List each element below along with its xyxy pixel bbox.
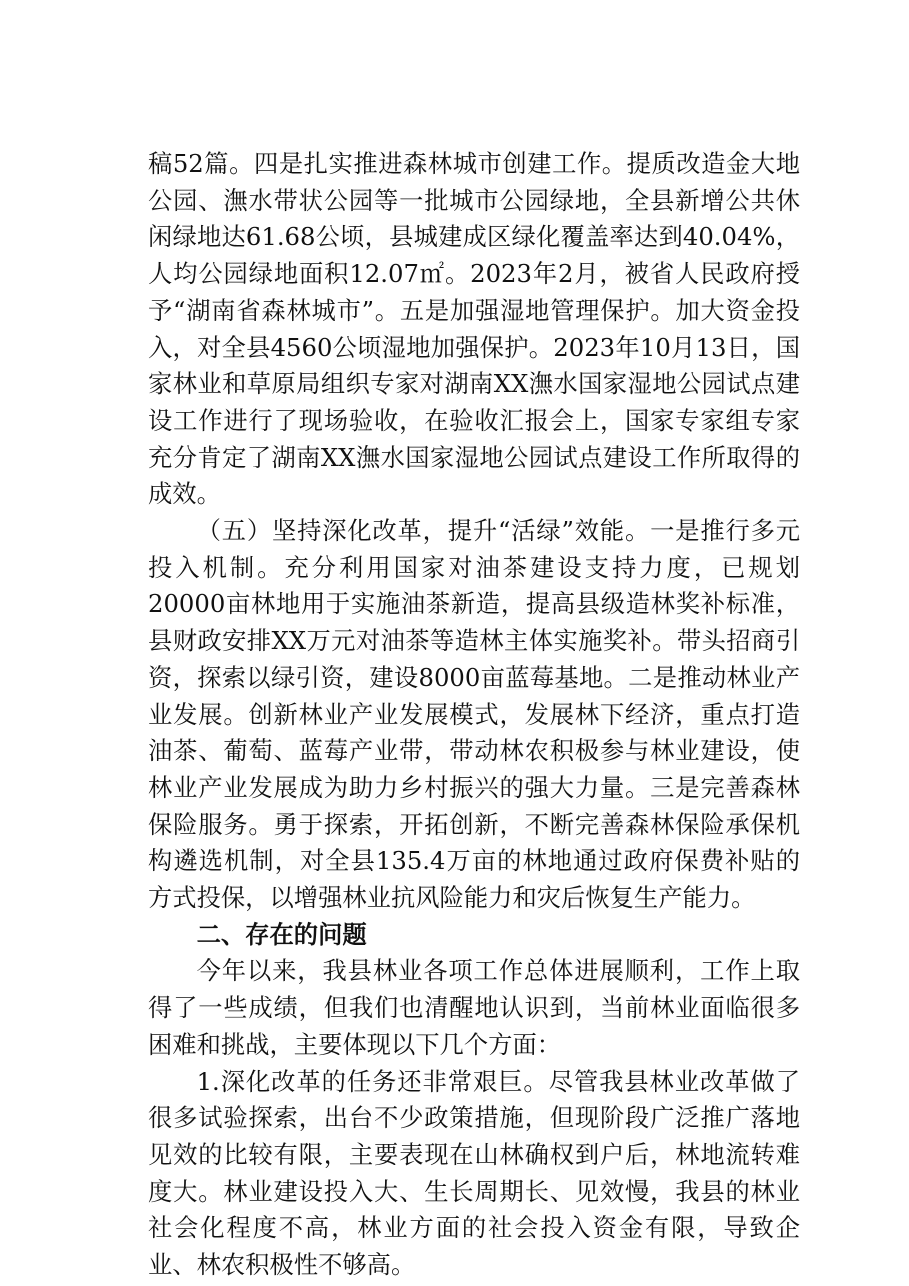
paragraph-problems-intro: 今年以来，我县林业各项工作总体进展顺利，工作上取得了一些成绩，但我们也清醒地认识到，当前林业面临很多困难和挑战，主要体现以下几个方面：: [148, 956, 800, 1059]
section-title-problems: 二、存在的问题: [196, 919, 367, 949]
paragraph-problem-1: 1.深化改革的任务还非常艰巨。尽管我县林业改革做了很多试验探索，出台不少政策措施，但现阶段广泛推广落地见效的比较有限，主要表现在山林确权到户后，林地流转难度大。林业建设投入大、生长周期长、见效慢，我县的林业社会化程度不高，林业方面的社会投入资金有限，导致企业、林农积极性不够高。: [148, 1066, 800, 1280]
paragraph-forest-city-wetland: 稿52篇。四是扎实推进森林城市创建工作。提质改造金大地公园、潕水带状公园等一批城市公园绿地，全县新增公共休闲绿地达61.68公顷，县城建成区绿化覆盖率达到40.04%，人均公园绿地面积12.07㎡。2023年2月，被省人民政府授予“湖南省森林城市”。五是加强湿地管理保护。加大资金投入，对全县4560公顷湿地加强保护。2023年10月13日，国家林业和草原局组织专家对湖南XX潕水国家湿地公园试点建设工作进行了现场验收，在验收汇报会上，国家专家组专家充分肯定了湖南XX潕水国家湿地公园试点建设工作所取得的成效。: [148, 149, 800, 509]
document-body: [148, 146, 800, 1284]
paragraph-deepen-reform: [148, 513, 800, 917]
paragraph-heading-deepen-reform: （五）坚持深化改革，提升“活绿”效能。: [196, 516, 651, 546]
paragraph-body-deepen-reform: 一是推行多元投入机制。充分利用国家对油茶建设支持力度，已规划20000亩林地用于实施油茶新造，提高县级造林奖补标准，县财政安排XX万元对油茶等造林主体实施奖补。带头招商引资，探索以绿引资，建设8000亩蓝莓基地。二是推动林业产业发展。创新林业产业发展模式，发展林下经济，重点打造油茶、葡萄、蓝莓产业带，带动林农积极参与林业建设，使林业产业发展成为助力乡村振兴的强大力量。三是完善森林保险服务。勇于探索，开拓创新，不断完善森林保险承保机构遴选机制，对全县135.4万亩的林地通过政府保费补贴的方式投保，以增强林业抗风险能力和灾后恢复生产能力。: [148, 516, 801, 913]
